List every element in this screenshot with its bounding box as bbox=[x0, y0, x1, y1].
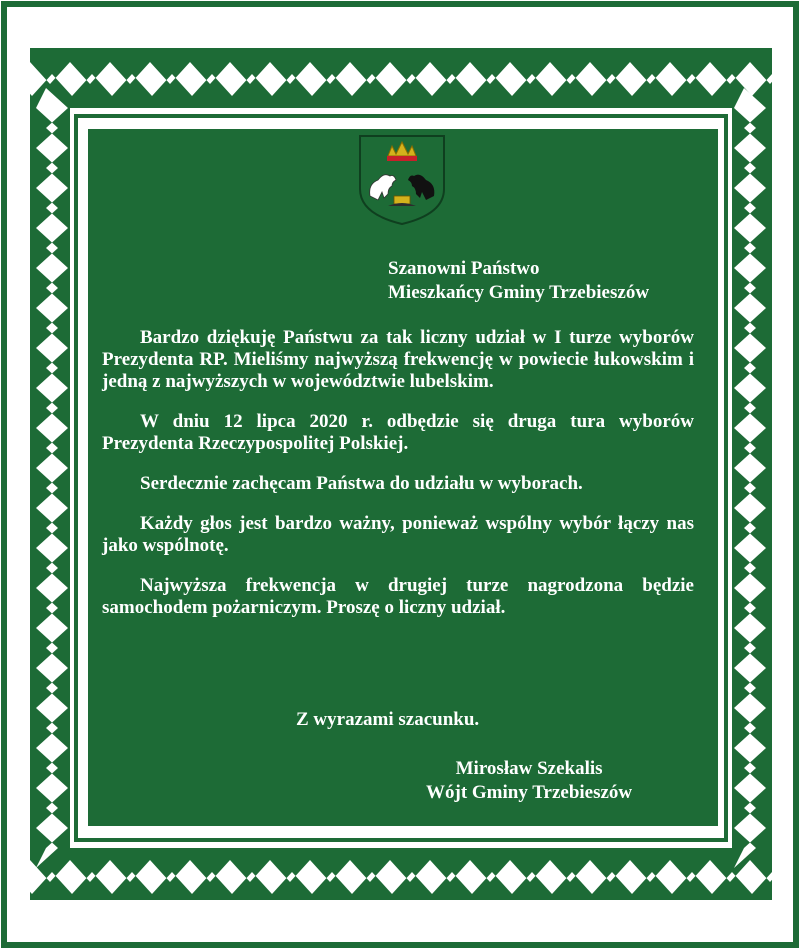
greeting bbox=[388, 257, 649, 305]
letter-body bbox=[102, 327, 694, 637]
message-panel bbox=[88, 129, 718, 826]
paragraph: W dniu 12 lipca 2020 r. odbędzie się druga tura wyborów Prezydenta Rzeczypospolitej Polskiej. bbox=[102, 411, 694, 454]
coat-of-arms-icon bbox=[358, 134, 446, 226]
paragraph: Serdecznie zachęcam Państwa do udziału w wyborach. bbox=[140, 473, 583, 494]
paragraph: Bardzo dziękuję Państwu za tak liczny udział w I turze wyborów Prezydenta RP. Mieliśmy najwyższą frekwencję w powiecie łukowskim i jedną z najwyższych w województwie lubelskim. bbox=[102, 327, 694, 392]
closing-line: Z wyrazami szacunku. bbox=[296, 709, 480, 730]
greeting-line-2: Mieszkańcy Gminy Trzebieszów bbox=[388, 282, 650, 303]
signature-title: Wójt Gminy Trzebieszów bbox=[426, 782, 633, 803]
signature-name: Mirosław Szekalis bbox=[455, 758, 603, 779]
greeting-line-1: Szanowni Państwo bbox=[388, 258, 540, 279]
paragraph: Najwyższa frekwencja w drugiej turze nagrodzona będzie samochodem pożarniczym. Proszę o liczny udział. bbox=[102, 575, 694, 618]
signature bbox=[426, 757, 632, 805]
paragraph: Każdy głos jest bardzo ważny, ponieważ wspólny wybór łączy nas jako wspólnotę. bbox=[102, 513, 694, 556]
